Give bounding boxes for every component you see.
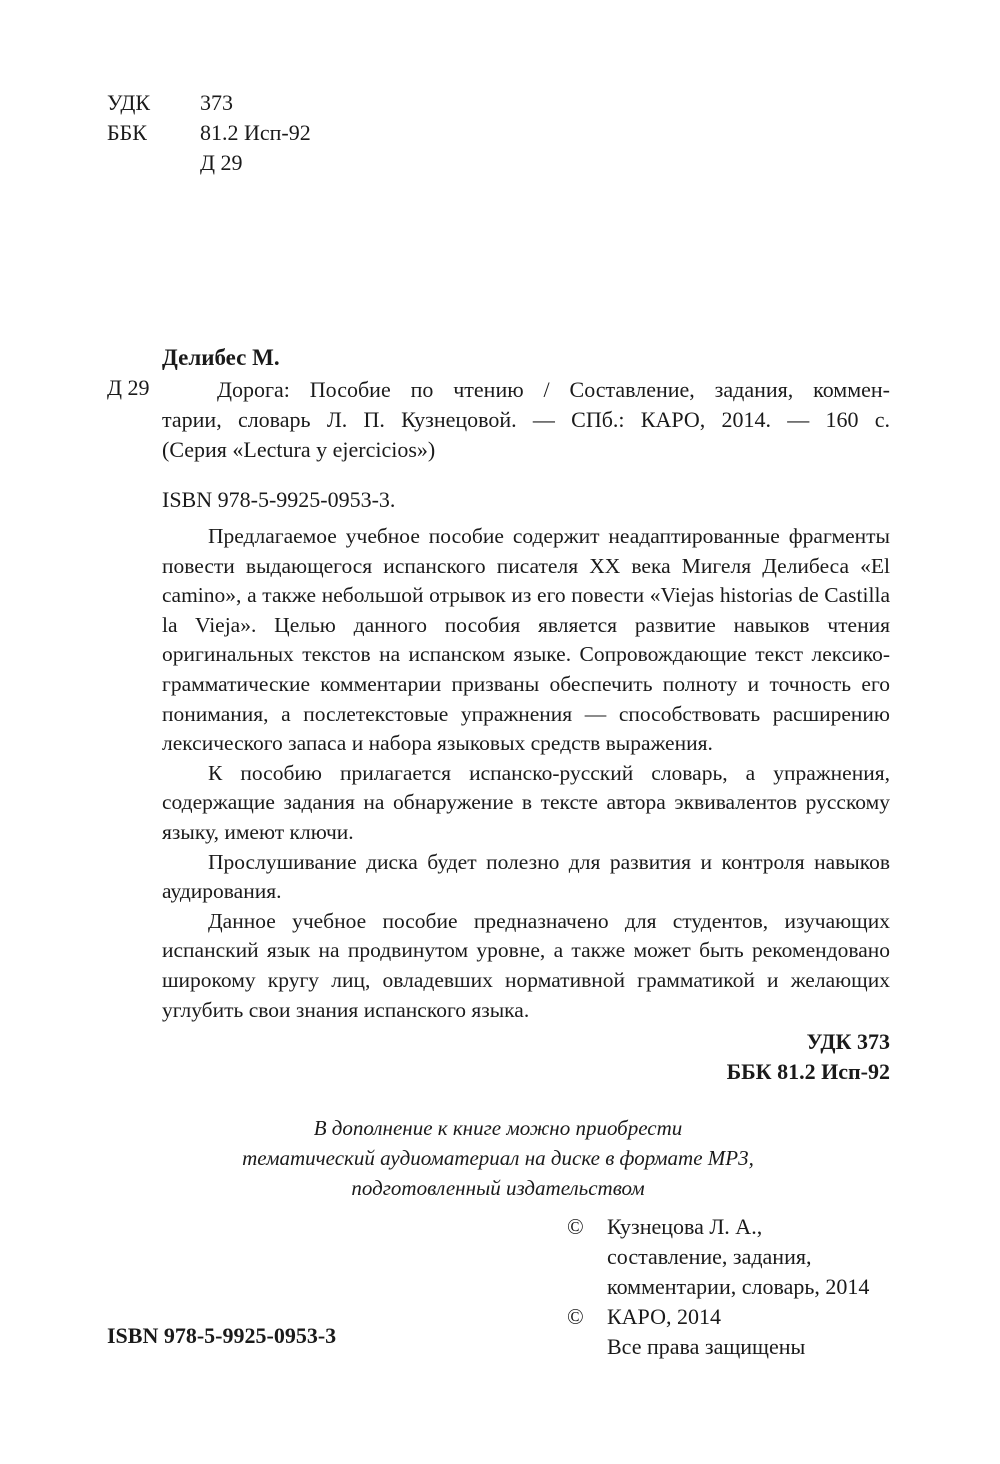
audio-note [162,1113,834,1203]
description-line: (Серия «Lectura y ejercicios») [162,437,436,462]
rights-reserved: Все права защищены [607,1334,806,1359]
copyright-line: составление, задания, [607,1244,812,1269]
annotation-paragraph: К пособию прилагается испанско-русский словарь, а упражнения, содержащие задания на обнаружение в тексте автора эквивалентов русскому языку, имеют ключи. [162,760,890,844]
annotation-paragraph: Прослушивание диска будет полезно для развития и контроля навыков аудирования. [162,849,890,904]
copyright-block [567,1212,869,1362]
bbk-code: ББК 81.2 Исп-92 [726,1059,890,1084]
copyright-holder-publisher: КАРО, 2014 [607,1304,721,1329]
author-mark: Д 29 [200,150,243,175]
isbn-bottom: ISBN 978-5-9925-0953-3 [107,1323,337,1348]
bibliographic-description [162,375,890,465]
copyright-symbol: © [567,1214,584,1239]
copyright-line: комментарии, словарь, 2014 [607,1274,870,1299]
udk-code: УДК 373 [806,1029,890,1054]
annotation [162,522,890,1025]
annotation-paragraph: Предлагаемое учебное пособие содержит неадаптированные фрагменты повести выдающегося испанского писателя XX века Мигеля Делибеса «El camino», а также небольшой отрывок из его повести «Viejas historias de Castilla la Vieja». Целью данного пособия является развитие навыков чтения оригинальных текстов на испанском языке. Сопровождающие текст лексико-грамматические комментарии призваны обеспечить полноту и точность его понимания, а послетекстовые упражнения — способствовать расширению лексического запаса и набора языковых средств выражения. [162,524,890,756]
classification-codes-right [727,1027,890,1087]
note-line: подготовленный издательством [351,1176,645,1200]
description-line: тарии, словарь Л. П. Кузнецовой. — СПб.: КАРО, 2014. — 160 с. [162,407,890,432]
description-line: Дорога: Пособие по чтению / Составление, задания, коммен- [217,377,890,402]
udk-value: 373 [200,90,233,115]
note-line: В дополнение к книге можно приобрести [313,1116,683,1140]
annotation-paragraph: Данное учебное пособие предназначено для студентов, изучающих испанский язык на продвинутом уровне, а также может быть рекомендовано широкому кругу лиц, овладевших нормативной грамматикой и желающих углубить свои знания испанского языка. [162,908,890,1022]
author-code: Д 29 [107,375,150,400]
bbk-label: ББК [107,120,147,145]
udk-label: УДК [107,90,151,115]
author-name: Делибес М. [162,345,280,370]
bbk-value: 81.2 Исп-92 [200,120,311,145]
copyright-symbol: © [567,1304,584,1329]
copyright-holder-compiler: Кузнецова Л. А., [607,1214,763,1239]
isbn-line: ISBN 978-5-9925-0953-3. [162,487,396,512]
note-line: тематический аудиоматериал на диске в формате МР3, [242,1146,754,1170]
